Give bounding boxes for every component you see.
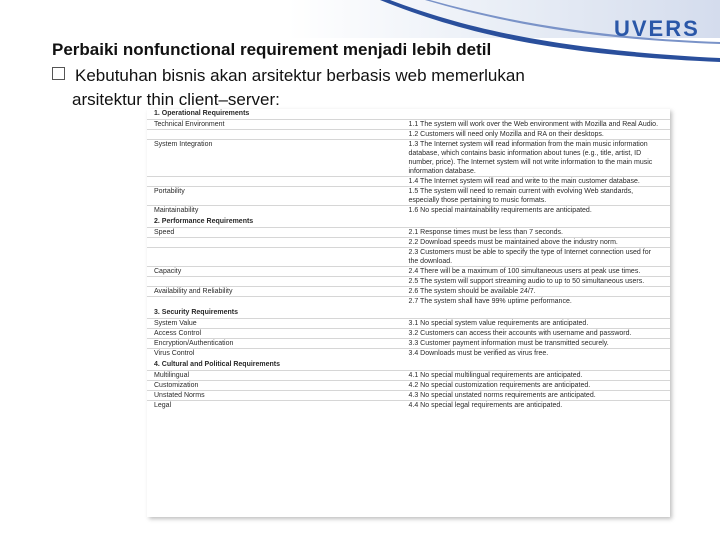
requirement-category: Availability and Reliability (147, 287, 409, 297)
requirement-row (147, 277, 670, 287)
requirement-category (147, 177, 409, 187)
requirement-row (147, 228, 670, 238)
requirement-category: Technical Environment (147, 120, 409, 130)
requirement-row (147, 267, 670, 277)
requirement-category (147, 130, 409, 140)
requirement-text: 3.4 Downloads must be verified as virus free. (409, 349, 671, 359)
requirement-category (147, 238, 409, 248)
requirement-text: 1.5 The system will need to remain current with evolving Web standards, especially those pertaining to music formats. (409, 187, 671, 206)
section-title: 2. Performance Requirements (154, 218, 254, 225)
requirement-category: Virus Control (147, 349, 409, 359)
requirement-category: Maintainability (147, 206, 409, 216)
section-gap (147, 410, 670, 412)
requirements-table (147, 109, 670, 412)
requirement-category: Access Control (147, 329, 409, 339)
requirement-row (147, 297, 670, 307)
requirement-text: 4.2 No special customization requirements are anticipated. (409, 381, 671, 391)
requirement-row (147, 339, 670, 349)
requirement-row (147, 391, 670, 401)
requirement-text: 1.1 The system will work over the Web environment with Mozilla and Real Audio. (409, 120, 671, 130)
requirement-row (147, 329, 670, 339)
section-heading (147, 360, 670, 371)
requirement-text: 2.2 Download speeds must be maintained above the industry norm. (409, 238, 671, 248)
bullet-continuation: arsitektur thin client–server: (72, 90, 280, 109)
requirement-text: 4.4 No special legal requirements are anticipated. (409, 401, 671, 411)
requirement-row (147, 187, 670, 206)
slide-title: Perbaiki nonfunctional requirement menjadi lebih detil (52, 40, 492, 59)
requirement-category: Multilingual (147, 371, 409, 381)
requirement-text: 2.3 Customers must be able to specify the type of Internet connection used for the download. (409, 248, 671, 267)
requirement-text: 2.1 Response times must be less than 7 seconds. (409, 228, 671, 238)
requirement-text: 2.6 The system should be available 24/7. (409, 287, 671, 297)
requirement-category: System Integration (147, 140, 409, 177)
requirement-category (147, 277, 409, 287)
requirement-text: 1.6 No special maintainability requirements are anticipated. (409, 206, 671, 216)
requirement-row (147, 319, 670, 329)
requirement-text: 1.3 The Internet system will read information from the main music information database, which contains basic information about tunes (e.g., title, artist, ID number, price). The Internet system will not write information to the main music information database. (409, 140, 671, 177)
requirement-category: Unstated Norms (147, 391, 409, 401)
bullet-text: Kebutuhan bisnis akan arsitektur berbasis web memerlukan (75, 66, 525, 85)
uvers-logo (614, 16, 706, 46)
requirement-row (147, 287, 670, 297)
requirement-category: Portability (147, 187, 409, 206)
requirement-category: Speed (147, 228, 409, 238)
requirement-category: Customization (147, 381, 409, 391)
bullet-item (52, 66, 525, 86)
requirement-row (147, 206, 670, 216)
requirement-row (147, 401, 670, 411)
requirement-text: 1.2 Customers will need only Mozilla and RA on their desktops. (409, 130, 671, 140)
requirement-row (147, 248, 670, 267)
requirement-row (147, 120, 670, 130)
requirement-row (147, 140, 670, 177)
section-title: 4. Cultural and Political Requirements (154, 361, 281, 368)
requirement-row (147, 238, 670, 248)
requirement-text: 3.3 Customer payment information must be transmitted securely. (409, 339, 671, 349)
requirement-text: 2.4 There will be a maximum of 100 simultaneous users at peak use times. (409, 267, 671, 277)
requirement-text: 4.3 No special unstated norms requirements are anticipated. (409, 391, 671, 401)
requirement-category (147, 297, 409, 307)
requirement-category: Legal (147, 401, 409, 411)
section-title: 1. Operational Requirements (154, 110, 250, 117)
section-heading (147, 308, 670, 319)
requirement-row (147, 177, 670, 187)
requirements-table-image (147, 109, 670, 517)
requirement-row (147, 371, 670, 381)
requirement-category: System Value (147, 319, 409, 329)
requirement-text: 4.1 No special multilingual requirements are anticipated. (409, 371, 671, 381)
requirement-row (147, 130, 670, 140)
requirement-text: 2.7 The system shall have 99% uptime performance. (409, 297, 671, 307)
section-heading (147, 217, 670, 228)
requirement-row (147, 349, 670, 359)
requirement-text: 3.1 No special system value requirements are anticipated. (409, 319, 671, 329)
requirement-category (147, 248, 409, 267)
requirement-category: Encryption/Authentication (147, 339, 409, 349)
logo-text: UVERS (614, 16, 700, 41)
requirement-row (147, 381, 670, 391)
requirement-text: 3.2 Customers can access their accounts with username and password. (409, 329, 671, 339)
requirement-category: Capacity (147, 267, 409, 277)
section-title: 3. Security Requirements (154, 309, 239, 316)
section-heading (147, 109, 670, 120)
requirement-text: 1.4 The Internet system will read and write to the main customer database. (409, 177, 671, 187)
square-bullet-icon (52, 67, 65, 80)
requirement-text: 2.5 The system will support streaming audio to up to 50 simultaneous users. (409, 277, 671, 287)
